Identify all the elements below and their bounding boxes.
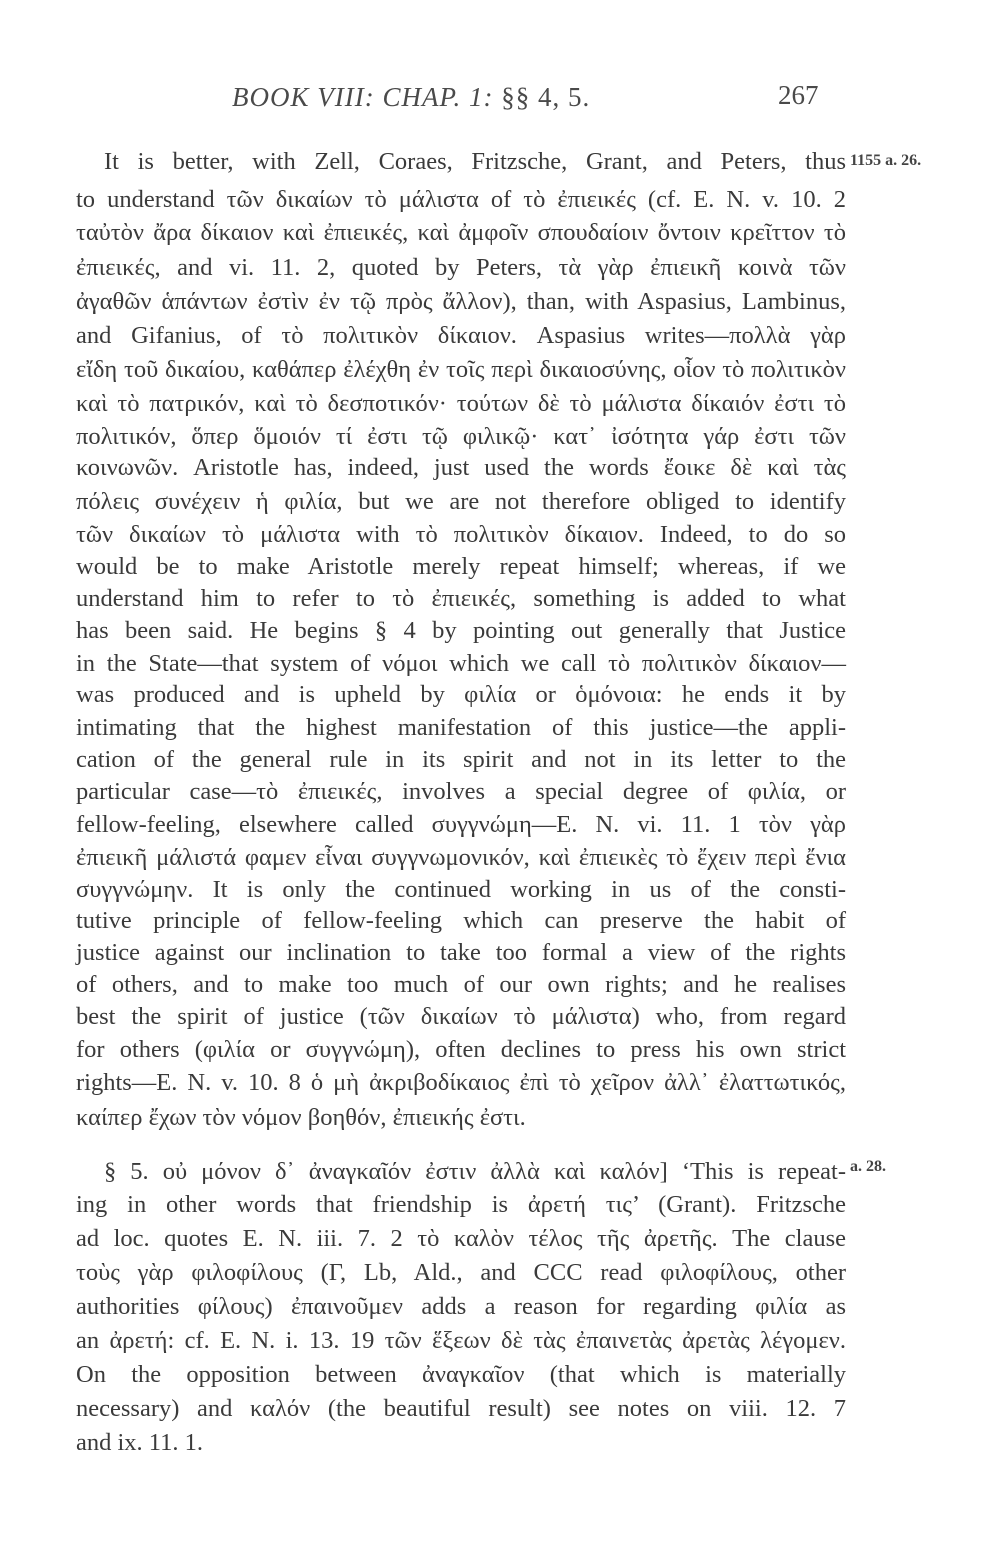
- text-line: in the State—that system of νόμοι which we call τὸ πολιτικὸν δίκαιον—: [76, 650, 846, 677]
- text-line: tutive principle of fellow-feeling which can preserve the habit of: [76, 907, 846, 934]
- running-header: [232, 82, 590, 113]
- text-line: καὶ τὸ πατρικόν, καὶ τὸ δεσποτικόν· τούτων δὲ τὸ μάλιστα δίκαιόν ἐστι τὸ: [76, 390, 846, 417]
- text-line: ταὐτὸν ἄρα δίκαιον καὶ ἐπιεικές, καὶ ἀμφοῖν σπουδαίοιν ὄντοιν κρεῖττον τὸ: [76, 219, 846, 246]
- text-line: was produced and is upheld by φιλία or ὁμόνοια: he ends it by: [76, 681, 846, 708]
- text-line: understand him to refer to τὸ ἐπιεικές, something is added to what: [76, 585, 846, 612]
- text-line: ἐπιεικῆ μάλιστά φαμεν εἶναι συγγνωμονικόν, καὶ ἐπιεικὲς τὸ ἔχειν περὶ ἔνια: [76, 844, 846, 871]
- text-line: rights—E. N. v. 10. 8 ὁ μὴ ἀκριβοδίκαιος ἐπὶ τὸ χεῖρον ἀλλ᾽ ἐλαττωτικός,: [76, 1069, 846, 1096]
- text-line: ἀγαθῶν ἁπάντων ἐστὶν ἐν τῷ πρὸς ἄλλον), than, with Aspasius, Lambinus,: [76, 288, 846, 315]
- text-line: has been said. He begins § 4 by pointing out generally that Justice: [76, 617, 846, 644]
- text-line: and Gifanius, of τὸ πολιτικὸν δίκαιον. Aspasius writes—πολλὰ γὰρ: [76, 322, 846, 349]
- text-line: particular case—τὸ ἐπιεικές, involves a special degree of φιλία, or: [76, 778, 846, 805]
- margin-reference-1: 1155 a. 26.: [850, 152, 922, 169]
- text-line: πόλεις συνέχειν ἡ φιλία, but we are not therefore obliged to identify: [76, 488, 846, 515]
- text-line: necessary) and καλόν (the beautiful result) see notes on viii. 12. 7: [76, 1395, 846, 1422]
- text-line: καίπερ ἔχων τὸν νόμον βοηθόν, ἐπιεικής ἐστι.: [76, 1104, 526, 1131]
- text-line: ἐπιεικές, and vi. 11. 2, quoted by Peters, τὰ γὰρ ἐπιεικῆ κοινὰ τῶν: [76, 254, 846, 281]
- text-line: ad loc. quotes E. N. iii. 7. 2 τὸ καλὸν τέλος τῆς ἀρετῆς. The clause: [76, 1225, 846, 1252]
- text-line: of others, and to make too much of our own rights; and he realises: [76, 971, 846, 998]
- text-line: κοινωνῶν. Aristotle has, indeed, just used the words ἔοικε δὲ καὶ τὰς: [76, 454, 846, 481]
- text-line: cation of the general rule in its spirit and not in its letter to the: [76, 746, 846, 773]
- text-line: an ἀρετή: cf. E. N. i. 13. 19 τῶν ἕξεων δὲ τὰς ἐπαινετὰς ἀρετὰς λέγομεν.: [76, 1327, 846, 1354]
- text-line: and ix. 11. 1.: [76, 1429, 204, 1456]
- text-line: τῶν δικαίων τὸ μάλιστα with τὸ πολιτικὸν δίκαιον. Indeed, to do so: [76, 521, 846, 548]
- text-line: συγγνώμην. It is only the continued working in us of the consti-: [76, 876, 846, 903]
- text-line: to understand τῶν δικαίων τὸ μάλιστα of τὸ ἐπιεικές (cf. E. N. v. 10. 2: [76, 186, 846, 213]
- text-line: justice against our inclination to take too formal a view of the rights: [76, 939, 846, 966]
- text-line: εἴδη τοῦ δικαίου, καθάπερ ἐλέχθη ἐν τοῖς περὶ δικαιοσύνης, οἷον τὸ πολιτικὸν: [76, 356, 846, 383]
- text-line: On the opposition between ἀναγκαῖον (that which is materially: [76, 1361, 846, 1388]
- text-line: fellow-feeling, elsewhere called συγγνώμη—E. N. vi. 11. 1 τὸν γὰρ: [76, 811, 846, 838]
- text-line: intimating that the highest manifestation of this justice—the appli-: [76, 714, 846, 741]
- text-line: It is better, with Zell, Coraes, Fritzsche, Grant, and Peters, thus: [104, 148, 846, 175]
- text-line: best the spirit of justice (τῶν δικαίων τὸ μάλιστα) who, from regard: [76, 1003, 846, 1030]
- text-line: πολιτικόν, ὅπερ ὅμοιόν τί ἐστι τῷ φιλικῷ· κατ᾽ ἰσότητα γάρ ἐστι τῶν: [76, 423, 846, 450]
- text-line: τοὺς γὰρ φιλοφίλους (Γ, Lb, Ald., and CCC read φιλοφίλους, other: [76, 1259, 846, 1286]
- section-reference: §§ 4, 5.: [501, 82, 591, 112]
- margin-reference-2: a. 28.: [850, 1158, 886, 1175]
- running-title: BOOK VIII: CHAP. 1:: [232, 82, 494, 112]
- text-line: ing in other words that friendship is ἀρετή τις’ (Grant). Fritzsche: [76, 1191, 846, 1218]
- text-line: for others (φιλία or συγγνώμη), often declines to press his own strict: [76, 1036, 846, 1063]
- text-line: § 5. οὐ μόνον δ᾽ ἀναγκαῖόν ἐστιν ἀλλὰ καὶ καλόν] ‘This is repeat-: [104, 1158, 846, 1185]
- page-number: 267: [778, 80, 819, 110]
- text-line: authorities φίλους) ἐπαινοῦμεν adds a reason for regarding φιλία as: [76, 1293, 846, 1320]
- text-line: would be to make Aristotle merely repeat himself; whereas, if we: [76, 553, 846, 580]
